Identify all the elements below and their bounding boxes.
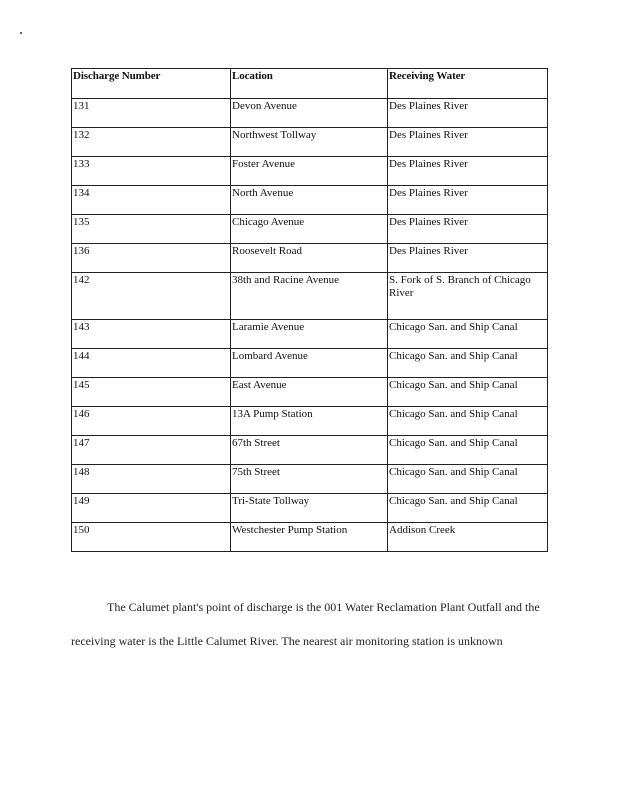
cell-location: 38th and Racine Avenue bbox=[231, 273, 388, 320]
cell-receiving-water: Chicago San. and Ship Canal bbox=[388, 378, 548, 407]
table-row bbox=[72, 407, 548, 436]
cell-location: Foster Avenue bbox=[231, 157, 388, 186]
table-row bbox=[72, 99, 548, 128]
cell-discharge-number: 150 bbox=[72, 523, 231, 552]
cell-discharge-number: 145 bbox=[72, 378, 231, 407]
cell-location: Roosevelt Road bbox=[231, 244, 388, 273]
body-paragraph bbox=[71, 590, 551, 658]
cell-location: Devon Avenue bbox=[231, 99, 388, 128]
cell-discharge-number: 146 bbox=[72, 407, 231, 436]
cell-location: Lombard Avenue bbox=[231, 349, 388, 378]
cell-discharge-number: 136 bbox=[72, 244, 231, 273]
table-row bbox=[72, 157, 548, 186]
cell-receiving-water: Chicago San. and Ship Canal bbox=[388, 494, 548, 523]
cell-receiving-water: Chicago San. and Ship Canal bbox=[388, 320, 548, 349]
table-row bbox=[72, 320, 548, 349]
cell-discharge-number: 149 bbox=[72, 494, 231, 523]
cell-discharge-number: 131 bbox=[72, 99, 231, 128]
table-row bbox=[72, 523, 548, 552]
cell-discharge-number: 144 bbox=[72, 349, 231, 378]
cell-location: Northwest Tollway bbox=[231, 128, 388, 157]
cell-location: 13A Pump Station bbox=[231, 407, 388, 436]
cell-location: Tri-State Tollway bbox=[231, 494, 388, 523]
cell-receiving-water: Des Plaines River bbox=[388, 99, 548, 128]
cell-receiving-water: Chicago San. and Ship Canal bbox=[388, 407, 548, 436]
cell-discharge-number: 134 bbox=[72, 186, 231, 215]
header-discharge-number: Discharge Number bbox=[72, 69, 231, 99]
cell-receiving-water: Chicago San. and Ship Canal bbox=[388, 436, 548, 465]
table-header-row bbox=[72, 69, 548, 99]
cell-discharge-number: 142 bbox=[72, 273, 231, 320]
table-row bbox=[72, 465, 548, 494]
table-row bbox=[72, 215, 548, 244]
table-row bbox=[72, 494, 548, 523]
cell-receiving-water: Chicago San. and Ship Canal bbox=[388, 465, 548, 494]
paragraph-text: The Calumet plant's point of discharge is the 001 Water Reclamation Plant Outfall and the receiving water is the Little Calumet River. The nearest air monitoring station is unknown bbox=[71, 600, 540, 648]
table-row bbox=[72, 378, 548, 407]
table-row bbox=[72, 128, 548, 157]
discharge-table bbox=[71, 68, 548, 552]
table-row bbox=[72, 186, 548, 215]
cell-discharge-number: 135 bbox=[72, 215, 231, 244]
cell-receiving-water: Des Plaines River bbox=[388, 128, 548, 157]
cell-discharge-number: 147 bbox=[72, 436, 231, 465]
cell-receiving-water: Des Plaines River bbox=[388, 215, 548, 244]
table-row bbox=[72, 436, 548, 465]
cell-location: Chicago Avenue bbox=[231, 215, 388, 244]
table-row bbox=[72, 244, 548, 273]
cell-receiving-water: Addison Creek bbox=[388, 523, 548, 552]
header-receiving-water: Receiving Water bbox=[388, 69, 548, 99]
table-row bbox=[72, 349, 548, 378]
cell-discharge-number: 148 bbox=[72, 465, 231, 494]
scan-speck bbox=[20, 32, 22, 34]
cell-location: Westchester Pump Station bbox=[231, 523, 388, 552]
cell-discharge-number: 132 bbox=[72, 128, 231, 157]
table-row bbox=[72, 273, 548, 320]
cell-location: 75th Street bbox=[231, 465, 388, 494]
cell-receiving-water: Des Plaines River bbox=[388, 186, 548, 215]
cell-receiving-water: Des Plaines River bbox=[388, 157, 548, 186]
cell-receiving-water: Chicago San. and Ship Canal bbox=[388, 349, 548, 378]
header-location: Location bbox=[231, 69, 388, 99]
cell-location: North Avenue bbox=[231, 186, 388, 215]
cell-location: Laramie Avenue bbox=[231, 320, 388, 349]
cell-discharge-number: 143 bbox=[72, 320, 231, 349]
cell-location: 67th Street bbox=[231, 436, 388, 465]
cell-receiving-water: Des Plaines River bbox=[388, 244, 548, 273]
cell-receiving-water: S. Fork of S. Branch of Chicago River bbox=[388, 273, 548, 320]
cell-location: East Avenue bbox=[231, 378, 388, 407]
cell-discharge-number: 133 bbox=[72, 157, 231, 186]
